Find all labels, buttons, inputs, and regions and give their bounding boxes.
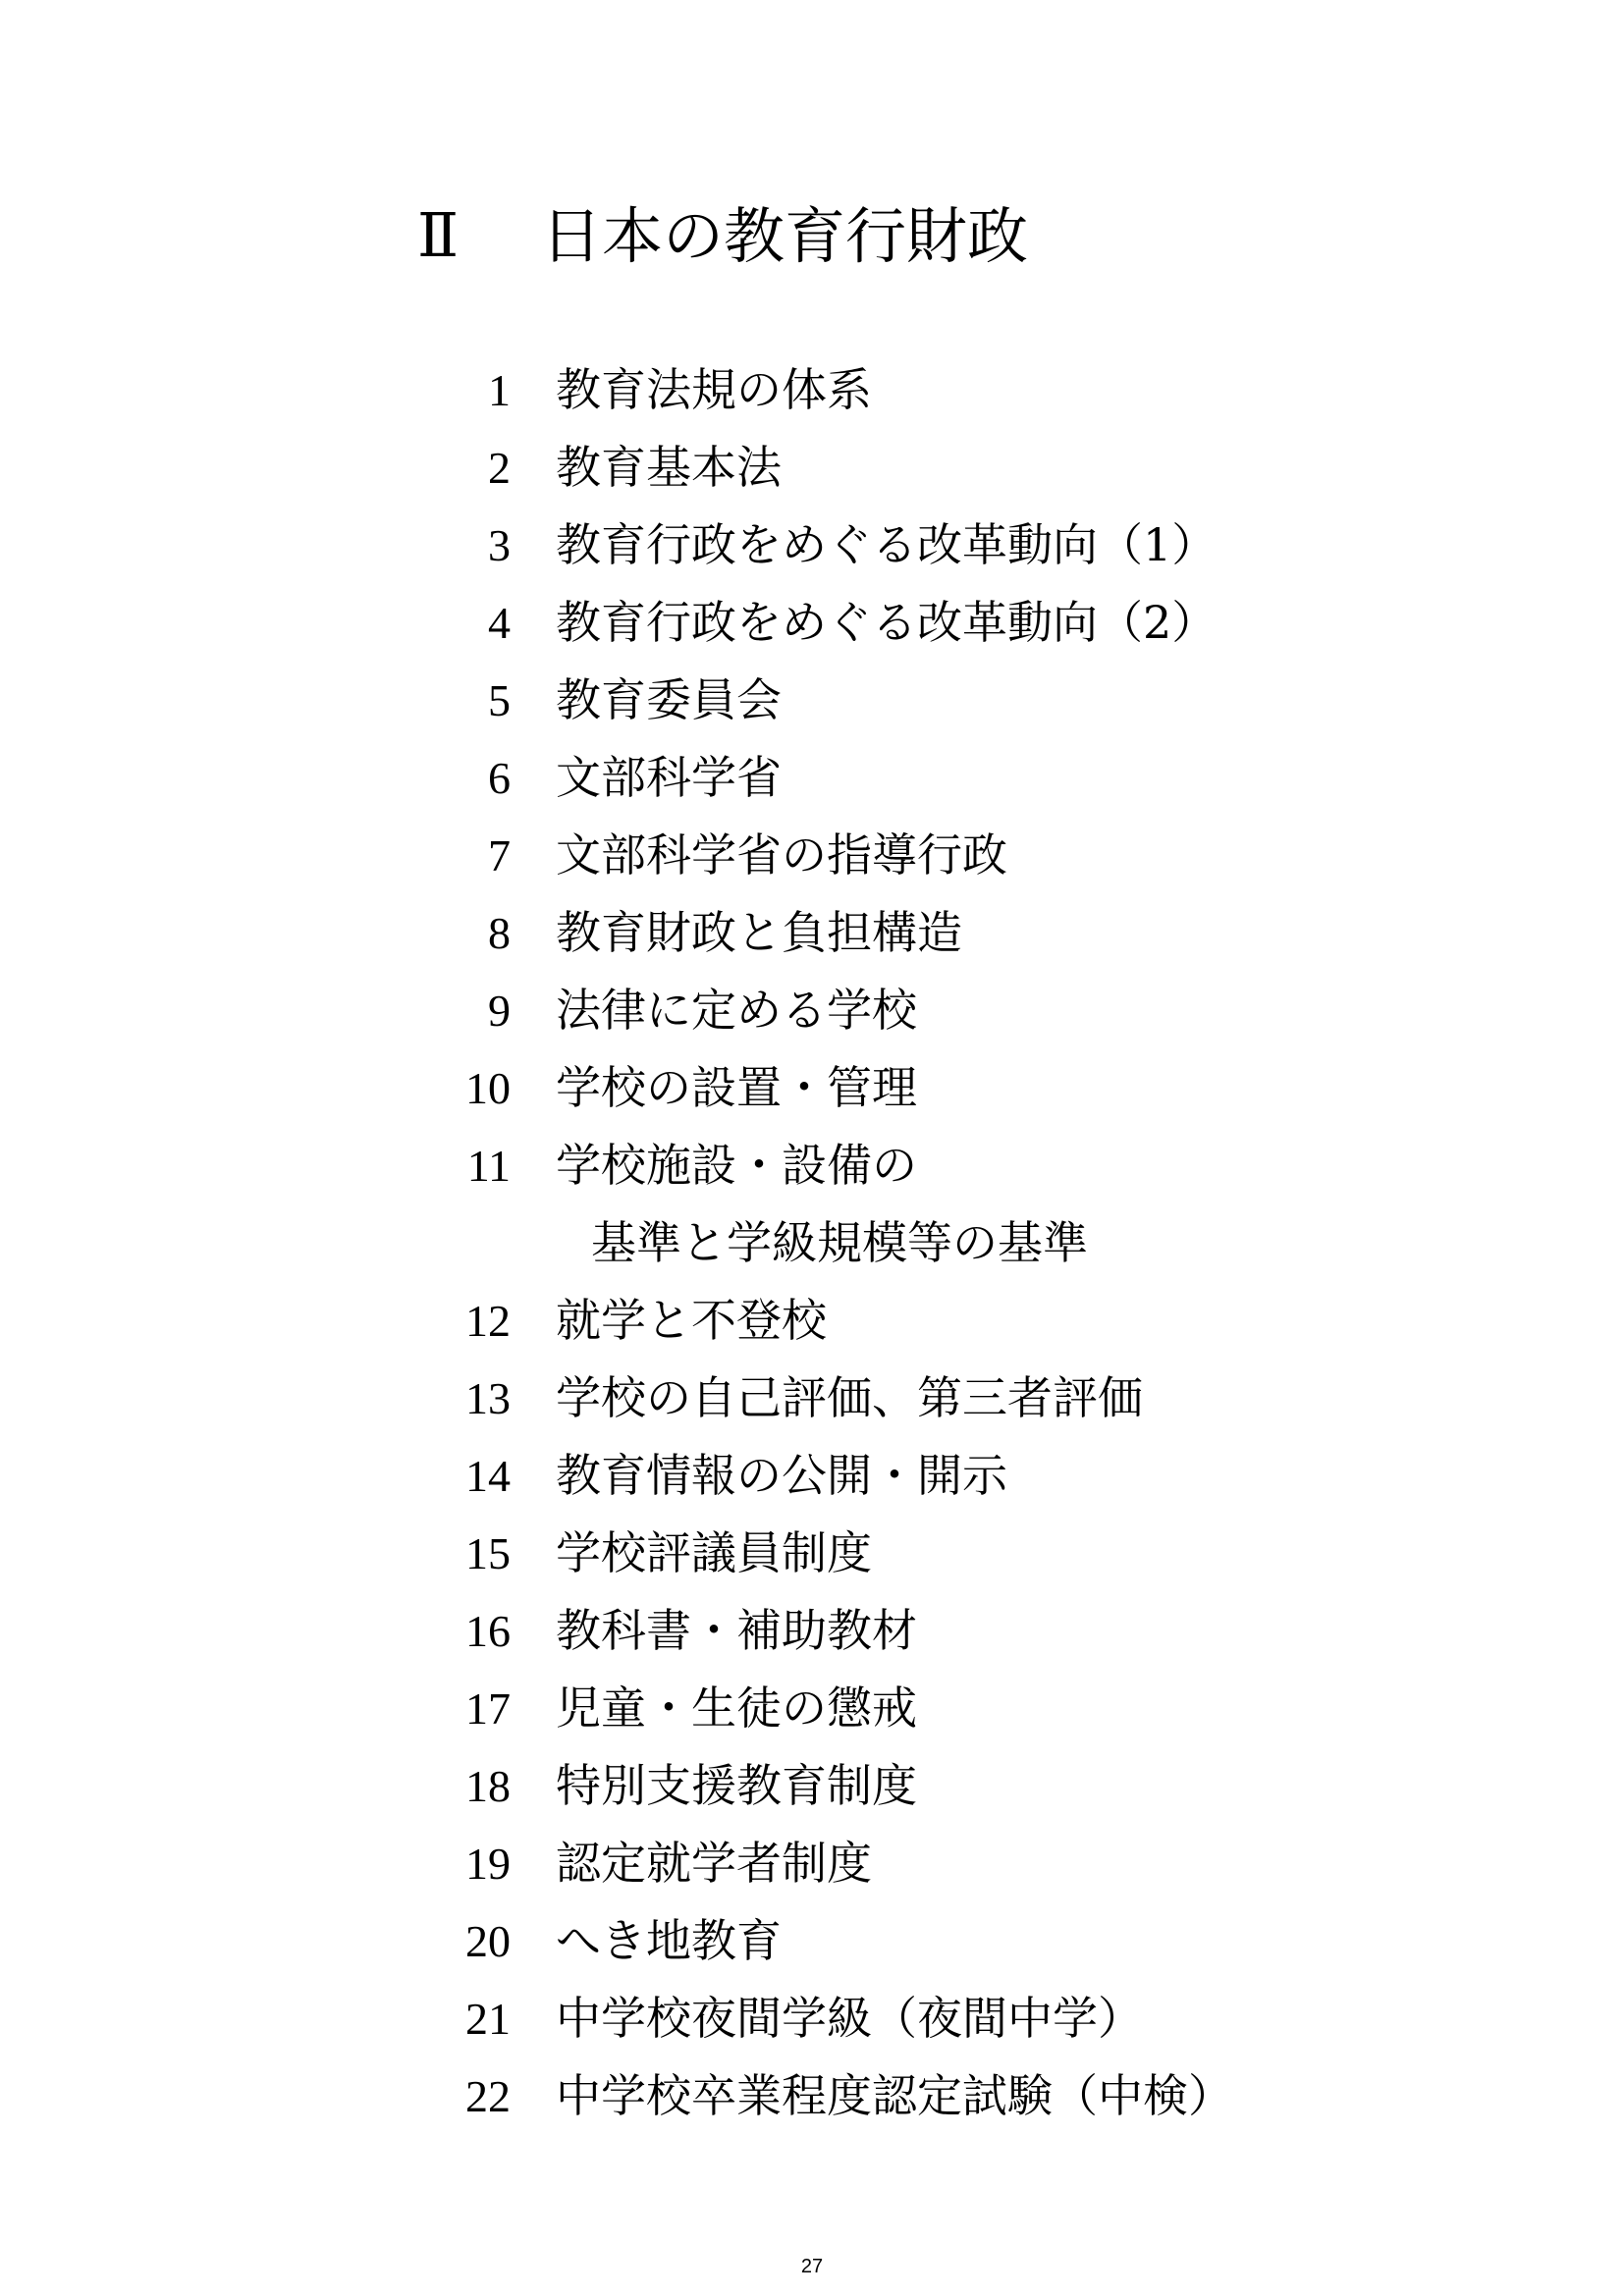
toc-item-number: 9 xyxy=(488,986,511,1036)
toc-item xyxy=(432,2057,1414,2135)
toc-item-label: 特別支援教育制度 xyxy=(556,1759,917,1812)
toc-item-number: 22 xyxy=(465,2071,511,2121)
toc-item xyxy=(432,1747,1414,1825)
toc-item-label: 教育行政をめぐる改革動向（2） xyxy=(556,596,1218,649)
toc-item xyxy=(432,1127,1414,1204)
toc-item-number: 3 xyxy=(488,520,511,570)
toc-item-label: 教育情報の公開・開示 xyxy=(556,1449,1007,1502)
toc-item xyxy=(432,1825,1414,1902)
toc-item-number: 14 xyxy=(465,1451,511,1501)
toc-item xyxy=(432,817,1414,894)
toc-item-label: 学校の自己評価、第三者評価 xyxy=(556,1371,1143,1424)
toc-item-number: 15 xyxy=(465,1528,511,1578)
section-title: 日本の教育行財政 xyxy=(541,200,1029,272)
toc-item-label: 教育財政と負担構造 xyxy=(556,906,962,959)
toc-item xyxy=(432,739,1414,817)
toc-item-number: 1 xyxy=(488,365,511,415)
toc-item-label: 学校施設・設備の xyxy=(556,1139,917,1192)
toc-item-number: 2 xyxy=(488,443,511,493)
section-number: Ⅱ xyxy=(417,203,460,270)
toc-item xyxy=(432,972,1414,1049)
toc-item-label: 教育行政をめぐる改革動向（1） xyxy=(556,518,1218,571)
toc-item-number: 21 xyxy=(465,1994,511,2044)
toc-item-label: 文部科学省 xyxy=(556,751,782,804)
toc-item xyxy=(432,1282,1414,1360)
toc-item xyxy=(432,662,1414,739)
toc-item xyxy=(432,584,1414,662)
toc-item xyxy=(432,1049,1414,1127)
toc-item xyxy=(432,507,1414,584)
toc-item-number: 8 xyxy=(488,908,511,958)
toc-item xyxy=(432,351,1414,429)
toc-item-label: 中学校夜間学級（夜間中学） xyxy=(556,1992,1143,2045)
toc-item-label: 文部科学省の指導行政 xyxy=(556,828,1007,881)
toc-item-number: 5 xyxy=(488,675,511,725)
toc-item-number: 12 xyxy=(465,1296,511,1346)
page-number: 27 xyxy=(800,2256,824,2277)
toc-item-label: 学校評議員制度 xyxy=(556,1526,872,1579)
toc-item xyxy=(432,1980,1414,2057)
toc-item-label: 認定就学者制度 xyxy=(556,1837,872,1890)
toc-item-label: 教育基本法 xyxy=(556,441,782,494)
toc-item-label: 教育委員会 xyxy=(556,673,782,726)
toc-item-label: 学校の設置・管理 xyxy=(556,1061,917,1114)
toc-item-number: 10 xyxy=(465,1063,511,1113)
toc-item xyxy=(432,1360,1414,1437)
toc-item-label: 法律に定める学校 xyxy=(556,984,917,1037)
toc-item-number: 4 xyxy=(488,598,511,648)
section-heading xyxy=(417,192,1028,281)
toc-item-label: 児童・生徒の懲戒 xyxy=(556,1682,917,1735)
toc-item xyxy=(432,1437,1414,1515)
toc-item xyxy=(432,1902,1414,1980)
toc-item-label: へき地教育 xyxy=(556,1914,782,1967)
toc-item xyxy=(432,1592,1414,1670)
table-of-contents xyxy=(432,351,1414,2135)
toc-item-number: 7 xyxy=(488,830,511,881)
toc-item-number: 13 xyxy=(465,1373,511,1423)
toc-item-label: 就学と不登校 xyxy=(556,1294,827,1347)
toc-item-continuation: 基準と学級規模等の基準 xyxy=(591,1216,1088,1269)
toc-item-number: 6 xyxy=(488,753,511,803)
toc-item-number: 16 xyxy=(465,1606,511,1656)
toc-item xyxy=(432,429,1414,507)
toc-item-number: 18 xyxy=(465,1761,511,1811)
toc-item xyxy=(432,1670,1414,1747)
toc-item-number: 19 xyxy=(465,1839,511,1889)
toc-item-number: 11 xyxy=(466,1141,511,1191)
toc-item-number: 20 xyxy=(465,1916,511,1966)
toc-item xyxy=(432,894,1414,972)
toc-item-label: 教科書・補助教材 xyxy=(556,1604,917,1657)
toc-item-label: 中学校卒業程度認定試験（中検） xyxy=(556,2069,1233,2122)
toc-item-label: 教育法規の体系 xyxy=(556,363,872,416)
toc-item xyxy=(432,1515,1414,1592)
toc-item-number: 17 xyxy=(465,1683,511,1734)
